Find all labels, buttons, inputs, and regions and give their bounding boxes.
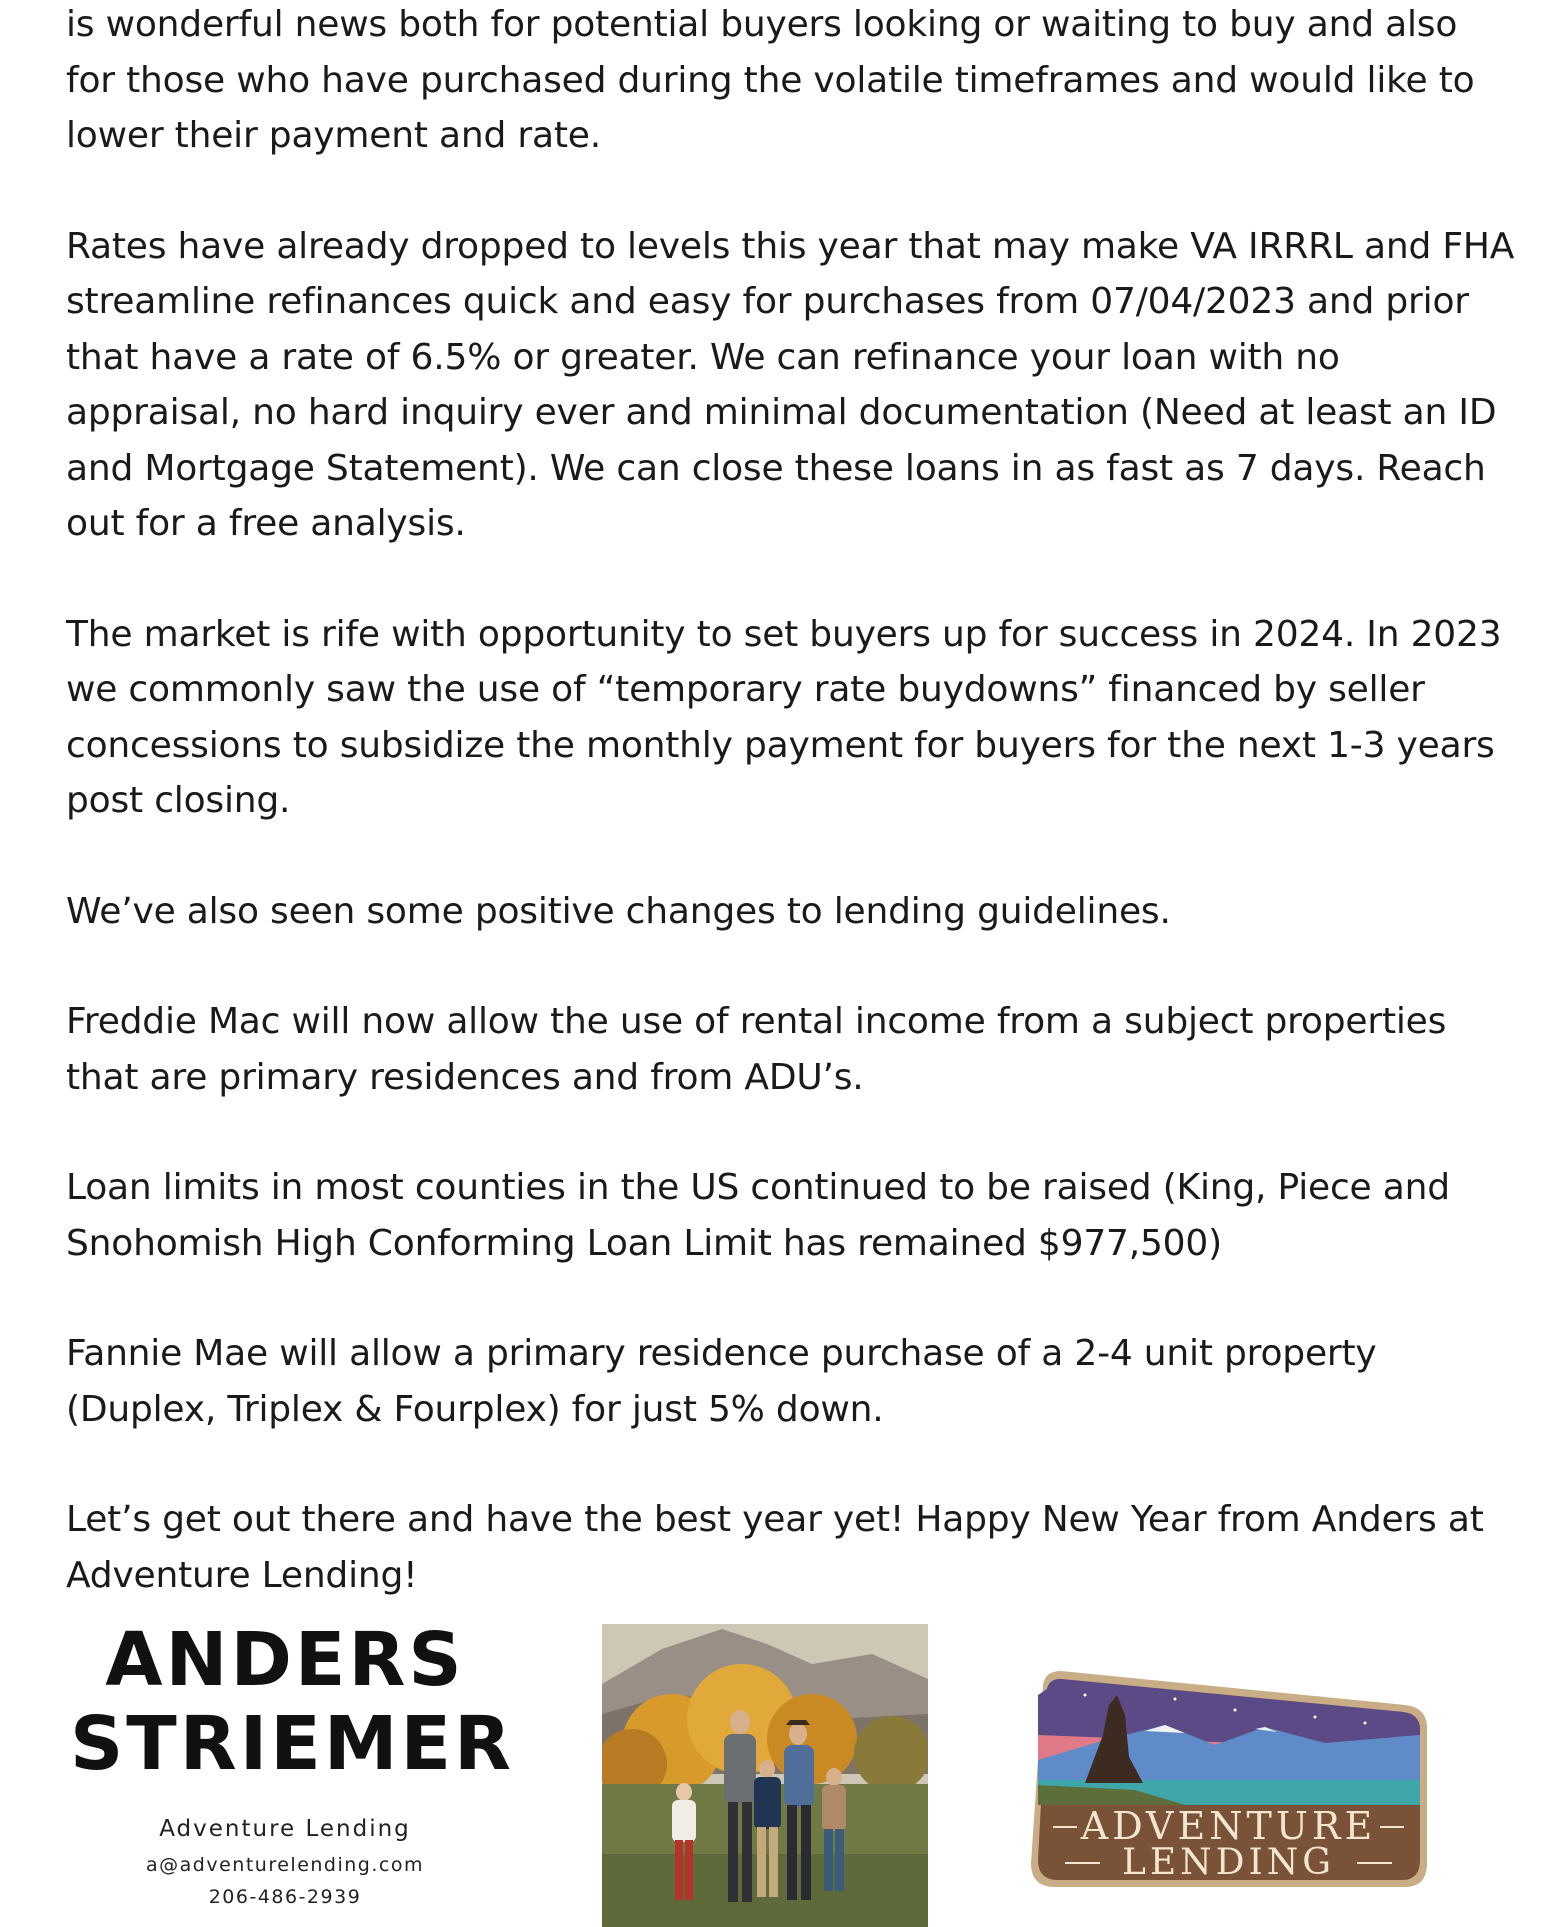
agent-contact-block [70, 1617, 515, 1908]
company-name: Adventure Lending [159, 1816, 411, 1842]
paragraph-market-opportunity: The market is rife with opportunity to set buyers up for success in 2024. In 2023 we commonly saw the use of “temporary rate buydowns” financed by seller concessions to subsidize the monthly payment for buyers for the next 1-3 years post closing. [66, 613, 1502, 821]
paragraph-guideline-changes: We’ve also seen some positive changes to lending guidelines. [66, 890, 1171, 932]
paragraph-closing: Let’s get out there and have the best year yet! Happy New Year from Anders at Adventure Lending! [66, 1499, 1484, 1596]
logo-text-lending: LENDING [1121, 1842, 1336, 1883]
email-link[interactable]: a@adventurelending.com [146, 1854, 424, 1876]
logo-text-adventure: ADVENTURE [1080, 1804, 1377, 1848]
agent-last-name: STRIEMER [70, 1701, 515, 1787]
paragraph-freddie-mac: Freddie Mac will now allow the use of rental income from a subject properties that are primary residences and from ADU’s. [66, 1001, 1447, 1098]
adventure-lending-logo [1025, 1665, 1432, 1893]
family-photo [602, 1624, 928, 1927]
paragraph-fannie-mae: Fannie Mae will allow a primary residence purchase of a 2-4 unit property (Duplex, Triplex & Fourplex) for just 5% down. [66, 1333, 1377, 1430]
paragraph-refinance-news: is wonderful news both for potential buyers looking or waiting to buy and also for those who have purchased during the volatile timeframes and would like to lower their payment and rate. [66, 4, 1475, 156]
signature-footer [0, 1600, 1545, 1927]
article-body [66, 0, 1516, 1658]
agent-first-name: ANDERS [105, 1617, 465, 1703]
phone-link[interactable]: 206-486-2939 [208, 1886, 362, 1908]
paragraph-loan-limits: Loan limits in most counties in the US continued to be raised (King, Piece and Snohomish High Conforming Loan Limit has remained $977,500) [66, 1167, 1450, 1264]
paragraph-streamline-refinance: Rates have already dropped to levels this year that may make VA IRRRL and FHA streamline refinances quick and easy for purchases from 07/04/2023 and prior that have a rate of 6.5% or greater. We can refinance your loan with no appraisal, no hard inquiry ever and minimal documentation (Need at least an ID and Mortgage Statement). We can close these loans in as fast as 7 days. Reach out for a free analysis. [66, 225, 1515, 544]
